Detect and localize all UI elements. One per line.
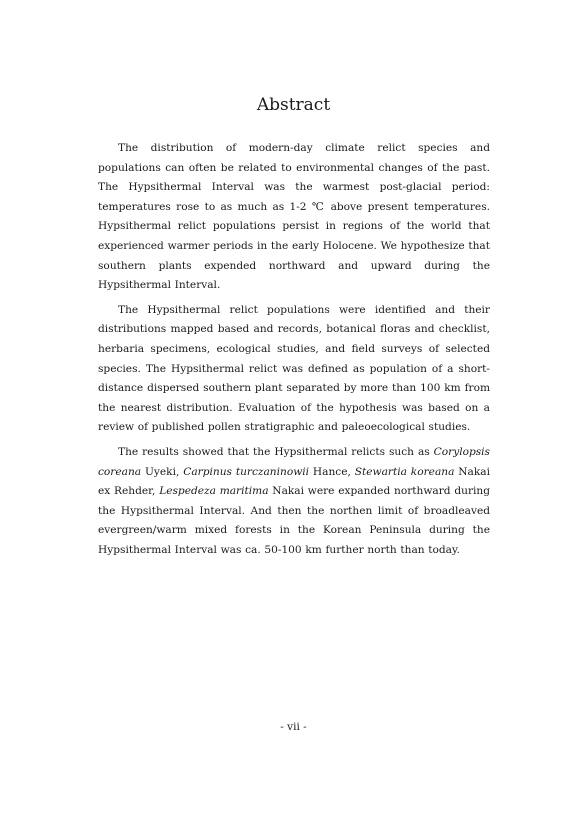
text-run: Nakai were expanded northward during the Hypsithermal Interval. And then the northen limit of broadleaved evergreen/warm mixed forests in the Korean Peninsula during the Hypsithermal Interval was ca. 50-100 km further north than today. <box>98 485 491 556</box>
text-run: Hance, <box>309 465 355 478</box>
species-name: Lespedeza maritima <box>159 485 269 498</box>
text-run: The results showed that the Hypsithermal relicts such as <box>118 445 434 458</box>
paragraph-3 <box>98 443 490 561</box>
text-run: Nakai ex Rehder, <box>98 465 490 498</box>
species-name: Carpinus turczaninowii <box>183 465 310 478</box>
page-number: - vii - <box>280 721 307 733</box>
species-name: Stewartia koreana <box>354 465 455 478</box>
abstract-title: Abstract <box>256 95 331 115</box>
text-run: The distribution of modern-day climate relict species and populations can often be related to environmental changes of the past. The Hypsithermal Interval was the warmest post-glacial period: temperatures rose to as much as 1-2 ℃ above present temperatures. Hypsithermal relict populations persist in regions of the world that experienced warmer periods in the early Holocene. We hypothesize that southern plants expended northward and upward during the Hypsithermal Interval. <box>98 142 490 292</box>
paragraph-2 <box>98 301 490 438</box>
abstract-body <box>98 139 490 565</box>
species-name: Corylopsis coreana <box>98 445 490 478</box>
paragraph-1 <box>98 139 490 296</box>
text-run: Uyeki, <box>141 465 184 478</box>
text-run: The Hypsithermal relict populations were identified and their distributions mapped based and records, botanical floras and checklist, herbaria specimens, ecological studies, and field surveys of selected species. The Hypsithermal relict was defined as population of a short-distance dispersed southern plant separated by more than 100 km from the nearest distribution. Evaluation of the hypothesis was based on a review of published pollen stratigraphic and paleoecological studies. <box>98 303 490 434</box>
